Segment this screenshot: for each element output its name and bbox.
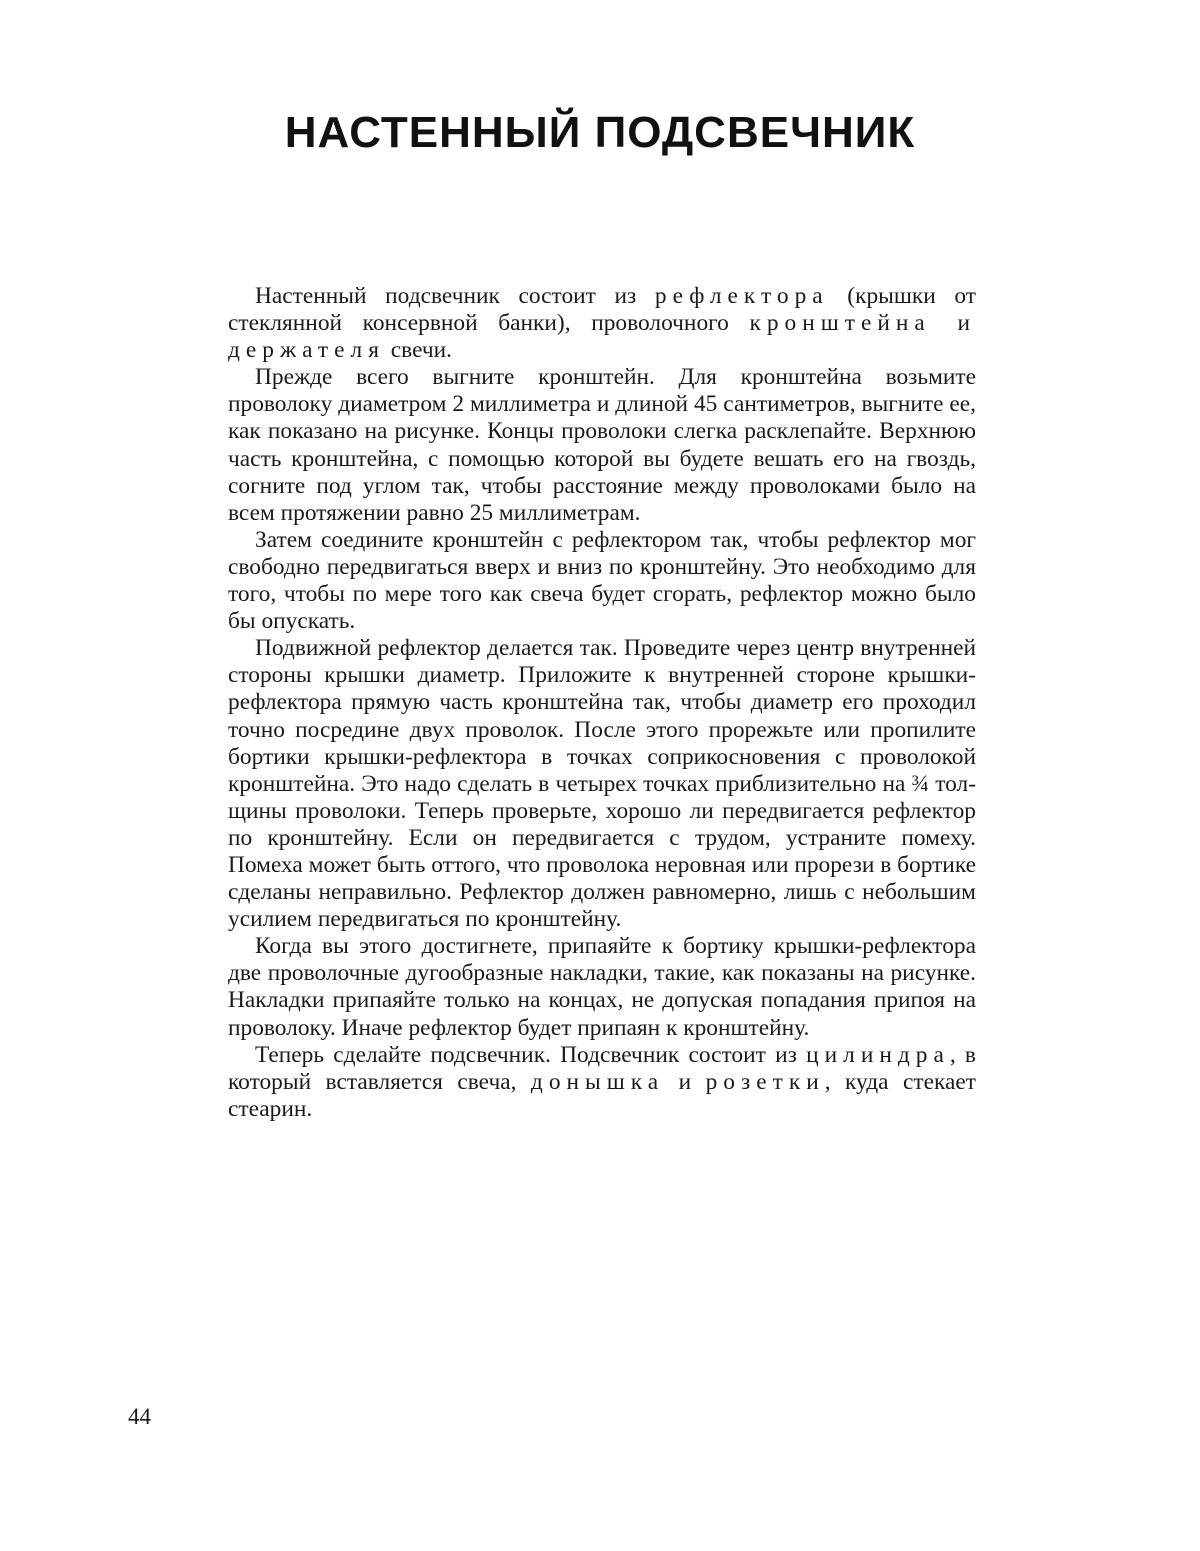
spaced-term: держателя: [228, 337, 385, 363]
text-span: Настенный подсвечник состоит из: [255, 283, 655, 309]
article-body: [228, 283, 976, 1123]
spaced-term: ци­линдра: [806, 1042, 950, 1068]
spaced-term: рефлектора: [655, 283, 829, 309]
book-page: [0, 0, 1200, 1551]
paragraph-3: Затем соедините кронштейн с рефлектором так, чтобы ре­флектор мог свободно передвигаться вверх и вниз по кронштей­ну. Это необходимо для того, чтобы по мере того как свеча будет сгорать, рефлектор можно было бы опускать.: [228, 527, 976, 635]
text-span: (крышки от стеклянной консервной банки), проволочного: [228, 283, 976, 336]
paragraph-5: Когда вы этого достигнете, припаяйте к бортику крышки-рефлектора две проволочные дугообразные накладки, такие, как показаны на рисунке. Накладки припаяйте только на кон­цах, не допуская попадания припоя на проволоку. Иначе рефлектор будет припаян к кронштейну.: [228, 933, 976, 1041]
page-title: НАСТЕННЫЙ ПОДСВЕЧНИК: [0, 108, 1200, 158]
spaced-term: кронштей­на: [750, 310, 931, 336]
text-span: и: [931, 310, 976, 336]
text-span: свечи.: [385, 337, 452, 363]
spaced-term: ро­зетки: [706, 1069, 825, 1095]
text-span: Теперь сделайте подсвечник. Подсвечник состоит из: [255, 1042, 806, 1068]
text-span: и: [664, 1069, 705, 1095]
paragraph-2: Прежде всего выгните кронштейн. Для кронштейна возьми­те проволоку диаметром 2 миллиметра и длиной 45 сантимет­ров, выгните ее, как показано на рисунке. Концы проволоки слегка расклепайте. Верхнюю часть кронштейна, с помощью которой вы будете вешать его на гвоздь, согните под углом так, чтобы расстояние между проволоками было на всем протяже­нии равно 25 миллиметрам.: [228, 364, 976, 527]
paragraph-1: [228, 283, 976, 364]
paragraph-6: [228, 1042, 976, 1123]
paragraph-4: Подвижной рефлектор делается так. Проведите через центр внутренней стороны крышки диаметр. Приложите к внутрен­ней стороне крышки-рефлектора прямую часть кронштейна так, чтобы диаметр его проходил точно посредине двух проволок. После этого прорежьте или пропилите бортики крышки-реф­лектора в точках соприкосновения с проволокой кронштейна. Это надо сделать в четырех точках приблизительно на ¾ тол­щины проволоки. Теперь проверьте, хорошо ли передвигается рефлектор по кронштейну. Если он передвигается с трудом, устраните помеху. Помеха может быть оттого, что проволока неровная или прорези в бортике сделаны неправильно. Рефлек­тор должен равномерно, лишь с небольшим усилием передви­гаться по кронштейну.: [228, 635, 976, 933]
spaced-term: донышка: [531, 1069, 664, 1095]
text-span: , в который вставляется свеча,: [228, 1042, 976, 1095]
page-number: 44: [128, 1404, 151, 1430]
text-span: , куда стекает стеарин.: [228, 1069, 976, 1122]
